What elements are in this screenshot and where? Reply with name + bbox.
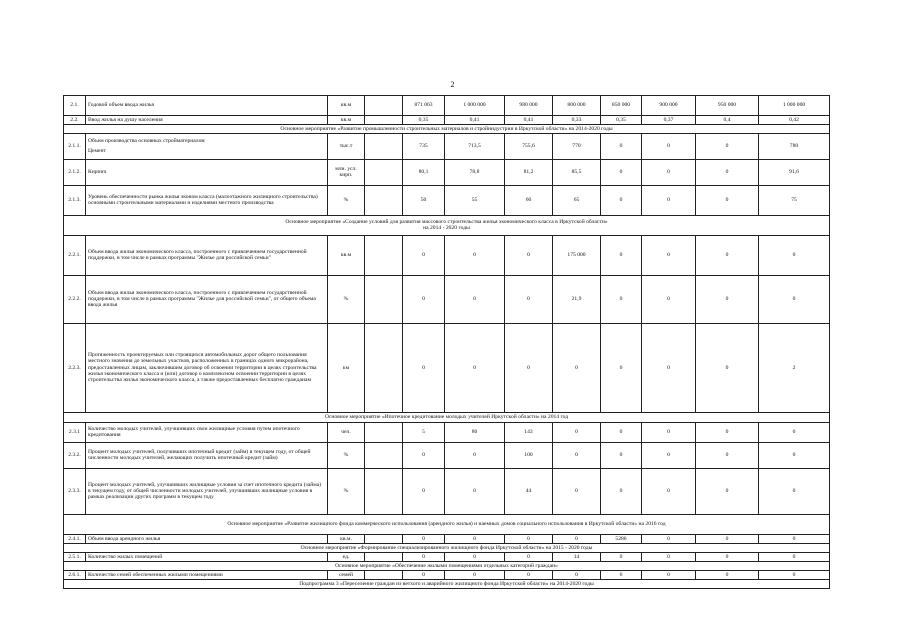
- indicator-name: [86, 468, 328, 514]
- indicator-value: 0: [601, 235, 642, 275]
- indicator-value: 0,37: [642, 115, 696, 124]
- indicator-value: 0: [696, 323, 759, 412]
- indicator-value: 0,42: [759, 115, 830, 124]
- unit-of-measure: тыс.т: [328, 133, 365, 159]
- indicator-value: 0: [759, 275, 830, 323]
- indicator-value: 780: [759, 133, 830, 159]
- indicator-value: 80: [445, 422, 505, 442]
- indicator-value: 0: [696, 275, 759, 323]
- indicator-value: 950 000: [696, 96, 759, 116]
- indicator-value: 2: [759, 323, 830, 412]
- indicator-value: 80,1: [403, 159, 445, 185]
- indicator-value: 44: [505, 468, 553, 514]
- table-row: [64, 275, 830, 323]
- indicator-value: 60: [505, 185, 553, 215]
- indicator-name-text: Процент молодых учителей, получивших ипотечный кредит (займ) в текущем году, от общей численности молодых учителей, желающих получить ипотечный кредит (займ): [88, 449, 311, 462]
- section-heading: [64, 124, 830, 133]
- indicator-value: 0,33: [553, 115, 601, 124]
- indicator-name: [86, 275, 328, 323]
- indicator-value: 0: [759, 235, 830, 275]
- indicator-name: [86, 534, 328, 543]
- table-row: [64, 133, 830, 159]
- indicator-value: 0,35: [601, 115, 642, 124]
- indicator-value: 0: [403, 442, 445, 468]
- table-row: [64, 534, 830, 543]
- section-heading-row: [64, 412, 830, 422]
- indicator-value: 0: [601, 442, 642, 468]
- section-heading-row: [64, 561, 830, 570]
- unit-of-measure: кв.м: [328, 96, 365, 116]
- unit-of-measure: кв.м: [328, 115, 365, 124]
- table-body: [64, 96, 830, 589]
- unit-of-measure: км: [328, 323, 365, 412]
- indicator-value: 0: [642, 133, 696, 159]
- indicator-value: 0: [601, 422, 642, 442]
- row-number: 2.2.: [64, 115, 86, 124]
- indicator-value: 0: [403, 552, 445, 561]
- unit-of-measure: млн. усл. кирп.: [328, 159, 365, 185]
- indicator-name: [86, 115, 328, 124]
- indicator-value: 0: [403, 468, 445, 514]
- indicator-value: 0: [642, 185, 696, 215]
- row-number: 2.1.3.: [64, 185, 86, 215]
- indicator-value: 78,8: [445, 159, 505, 185]
- indicator-value: 0: [445, 442, 505, 468]
- unit-of-measure: %: [328, 185, 365, 215]
- indicator-value: 14: [553, 552, 601, 561]
- indicator-subname: Цемент: [88, 148, 106, 155]
- indicator-name-text: Количество семей обеспеченных жилыми помещениями: [88, 571, 223, 578]
- indicator-value: 6: [601, 570, 642, 579]
- indicator-name-text: Кирпич: [88, 169, 107, 176]
- indicator-value: 21,9: [553, 275, 601, 323]
- row-number: 2.3.1: [64, 422, 86, 442]
- section-heading: [64, 561, 830, 570]
- indicator-value: 143: [505, 422, 553, 442]
- empty-cell: [365, 323, 403, 412]
- indicator-value: 0: [642, 442, 696, 468]
- indicator-value: 0: [505, 323, 553, 412]
- indicator-value: 0: [642, 534, 696, 543]
- indicator-value: 5286: [601, 534, 642, 543]
- indicator-name: [86, 133, 328, 159]
- table-row: [64, 96, 830, 116]
- indicator-name: [86, 323, 328, 412]
- row-number: 2.1.: [64, 96, 86, 116]
- indicator-value: 0: [505, 275, 553, 323]
- indicator-value: 0: [445, 235, 505, 275]
- indicator-value: 0: [553, 422, 601, 442]
- indicator-value: 0: [505, 570, 553, 579]
- indicator-value: 0: [553, 323, 601, 412]
- section-heading-text: Основное мероприятие «Формирование специализированного жилищного фонда Иркутской области» на 2015 - 2020 годы: [300, 544, 593, 551]
- indicator-value: 0: [759, 570, 830, 579]
- empty-cell: [365, 235, 403, 275]
- section-heading: [64, 514, 830, 534]
- indicator-value: 65: [553, 185, 601, 215]
- indicator-name-text: Объем производства основных стройматериалов:: [88, 138, 206, 144]
- indicator-value: 0: [642, 422, 696, 442]
- section-heading-row: [64, 579, 830, 588]
- indicator-name-text: Протяженность проектируемых или строящихся автомобильных дорог общего пользования местного значения до земельных участков, расположенных в границах одного микрорайона, предоставленных лицам, заключившим договор об освоении территории в целях строительства жилья экономического класса и (или) договор о комплексном освоении территории в целях строительства жилья экономического класса, а также предоставленных бесплатно гражданам: [88, 352, 317, 384]
- indicator-value: 0: [445, 552, 505, 561]
- unit-of-measure: %: [328, 442, 365, 468]
- table-row: [64, 159, 830, 185]
- table-row: [64, 422, 830, 442]
- indicator-value: 770: [553, 133, 601, 159]
- indicator-value: 0: [696, 570, 759, 579]
- table-row: [64, 235, 830, 275]
- empty-cell: [365, 552, 403, 561]
- indicator-value: 0: [696, 133, 759, 159]
- empty-cell: [365, 422, 403, 442]
- indicator-name: [86, 570, 328, 579]
- indicator-value: 75: [759, 185, 830, 215]
- row-number: 2.3.3.: [64, 468, 86, 514]
- indicator-value: 735: [403, 133, 445, 159]
- indicator-value: 50: [403, 185, 445, 215]
- row-number: 2.5.1.: [64, 552, 86, 561]
- row-number: 2.4.1.: [64, 534, 86, 543]
- indicator-value: 0: [403, 235, 445, 275]
- indicator-value: 0,41: [505, 115, 553, 124]
- indicator-value: 755,6: [505, 133, 553, 159]
- indicator-value: 0: [553, 534, 601, 543]
- row-number: 2.2.3.: [64, 323, 86, 412]
- indicator-value: 0: [505, 552, 553, 561]
- indicator-name-text: Количество молодых учителей, улучшивших свои жилищные условия путем ипотечного кредитования: [88, 426, 300, 439]
- row-number: 2.6.1.: [64, 570, 86, 579]
- indicator-value: 0: [403, 323, 445, 412]
- indicator-name-text: Уровень обеспеченности рынка жилья эконом класса (малоэтажного жилищного строительства) основными строительными материалами и изделиями местного производства: [88, 194, 318, 207]
- indicator-value: 0: [403, 275, 445, 323]
- indicator-value: 0: [642, 275, 696, 323]
- row-number: 2.3.2.: [64, 442, 86, 468]
- indicator-name: [86, 235, 328, 275]
- section-heading: [64, 543, 830, 552]
- indicator-value: 0: [505, 235, 553, 275]
- section-heading-text: Основное мероприятие «Ипотечное кредитование молодых учителей Иркутской области» на 2014 год: [324, 414, 569, 421]
- empty-cell: [365, 96, 403, 116]
- indicator-value: 0: [445, 570, 505, 579]
- indicator-value: 1 000 000: [759, 96, 830, 116]
- table-row: [64, 570, 830, 579]
- indicator-value: 800 000: [553, 96, 601, 116]
- indicator-value: 0: [601, 133, 642, 159]
- empty-cell: [365, 570, 403, 579]
- indicator-value: 0: [759, 534, 830, 543]
- unit-of-measure: %: [328, 468, 365, 514]
- indicator-value: 0: [601, 468, 642, 514]
- indicator-value: 81,2: [505, 159, 553, 185]
- indicator-value: 0: [445, 275, 505, 323]
- indicator-value: 980 000: [505, 96, 553, 116]
- table-row: [64, 442, 830, 468]
- indicator-name: [86, 552, 328, 561]
- empty-cell: [365, 275, 403, 323]
- section-heading-text: Основное мероприятие «Обеспечение жилыми помещениями отдельных категорий граждан»: [335, 562, 558, 569]
- indicator-value: 0: [505, 534, 553, 543]
- indicator-value: 0: [601, 185, 642, 215]
- unit-of-measure: семей: [328, 570, 365, 579]
- page-number: 2: [450, 80, 455, 89]
- indicator-name-text: Годовой объем ввода жилья: [88, 102, 155, 109]
- unit-of-measure: кв.м: [328, 235, 365, 275]
- empty-cell: [365, 442, 403, 468]
- table-row: [64, 323, 830, 412]
- indicator-value: 0: [403, 570, 445, 579]
- section-heading-text: Подпрограмма 3 «Переселение граждан из ветхого и аварийного жилищного фонда Иркутской области» на 2014-2020 годы: [299, 580, 594, 587]
- section-heading: [64, 412, 830, 422]
- indicator-name: [86, 422, 328, 442]
- indicator-value: 850 000: [601, 96, 642, 116]
- row-number: 2.2.2.: [64, 275, 86, 323]
- section-heading: [64, 215, 830, 235]
- indicator-value: 0,41: [445, 115, 505, 124]
- table-row: [64, 552, 830, 561]
- indicator-value: 0: [696, 235, 759, 275]
- indicator-value: 871 063: [403, 96, 445, 116]
- indicator-value: 0: [445, 323, 505, 412]
- indicator-value: 900 000: [642, 96, 696, 116]
- indicator-value: 175 000: [553, 235, 601, 275]
- indicator-name-text: Объем ввода жилья экономического класса, построенного с привлечением государственной поддержки, в том числе в рамках программы "Жилье для российской семьи", от общего объема ввода жилья: [88, 289, 316, 309]
- table-row: [64, 115, 830, 124]
- indicator-name: [86, 159, 328, 185]
- indicator-value: 5: [403, 422, 445, 442]
- table-row: [64, 468, 830, 514]
- indicator-value: 0: [553, 570, 601, 579]
- indicator-value: 0: [601, 275, 642, 323]
- indicator-value: 6: [601, 323, 642, 412]
- indicator-value: 0: [601, 159, 642, 185]
- section-heading-row: [64, 215, 830, 235]
- section-heading-row: [64, 124, 830, 133]
- row-number: 2.1.2.: [64, 159, 86, 185]
- indicator-name-text: Количество жилых помещений: [88, 553, 163, 560]
- indicator-value: 100: [505, 442, 553, 468]
- empty-cell: [365, 115, 403, 124]
- indicator-value: 0: [642, 552, 696, 561]
- indicator-name-text: Процент молодых учителей, улучшивших жилищные условия за счет ипотечного кредита (займа) в текущем году, от общей численности молодых учителей, улучшивших жилищные условия в рамках реализации других программ в текущем году: [88, 481, 322, 501]
- row-number: 2.1.1.: [64, 133, 86, 159]
- section-heading-text: Основное мероприятие «Развитие промышленности строительных материалов и стройиндустрии в Иркутской области» на 2014-2020 годы: [280, 125, 613, 132]
- indicator-value: 0: [403, 534, 445, 543]
- indicator-value: 85,5: [553, 159, 601, 185]
- indicator-value: 0: [696, 442, 759, 468]
- indicator-value: 0: [642, 570, 696, 579]
- indicator-name-text: Объем ввода жилья экономического класса, построенного с привлечением государственной поддержки, в том числе в рамках программы "Жилье для российской семьи": [88, 249, 307, 262]
- indicator-value: 0,4: [696, 115, 759, 124]
- table-row: [64, 185, 830, 215]
- indicator-value: 0: [642, 323, 696, 412]
- indicator-value: 0: [445, 534, 505, 543]
- indicator-value: 55: [445, 185, 505, 215]
- indicator-name: [86, 442, 328, 468]
- indicator-value: 0: [642, 468, 696, 514]
- empty-cell: [365, 534, 403, 543]
- indicator-value: 0: [696, 159, 759, 185]
- indicator-name-text: Объем ввода арендного жилья: [88, 535, 161, 542]
- empty-cell: [365, 159, 403, 185]
- indicator-value: 0: [696, 468, 759, 514]
- empty-cell: [365, 133, 403, 159]
- indicators-table: [63, 95, 830, 589]
- indicator-value: 0: [553, 468, 601, 514]
- empty-cell: [365, 185, 403, 215]
- section-heading-text: Основное мероприятие «Развитие жилищного фонда коммерческого использования (арендного жилья) и наемных домов социального использования в Иркутской области» на 2016 год: [227, 521, 666, 528]
- unit-of-measure: ед.: [328, 552, 365, 561]
- indicator-value: 0: [642, 235, 696, 275]
- indicator-value: 0: [696, 534, 759, 543]
- indicator-value: 1 000 000: [445, 96, 505, 116]
- empty-cell: [365, 468, 403, 514]
- row-number: 2.2.1.: [64, 235, 86, 275]
- indicator-value: 0: [759, 422, 830, 442]
- section-heading: [64, 579, 830, 588]
- indicator-value: 0: [553, 442, 601, 468]
- section-heading-row: [64, 543, 830, 552]
- indicator-value: 0: [642, 159, 696, 185]
- unit-of-measure: кв.м.: [328, 534, 365, 543]
- indicator-value: 713,5: [445, 133, 505, 159]
- indicator-value: 0: [601, 552, 642, 561]
- section-heading-period: на 2014 - 2020 годы: [423, 225, 470, 232]
- unit-of-measure: чел.: [328, 422, 365, 442]
- indicator-name: [86, 96, 328, 116]
- indicator-value: 0: [445, 468, 505, 514]
- section-heading-text: Основное мероприятие «Создание условий для развития массового строительства жилья экономического класса в Иркутской области»: [285, 219, 608, 225]
- indicator-name: [86, 185, 328, 215]
- indicator-value: 0: [759, 442, 830, 468]
- indicator-name-text: Ввод жилья на душу населения: [88, 116, 163, 123]
- indicator-value: 91,6: [759, 159, 830, 185]
- indicator-value: 0: [696, 185, 759, 215]
- indicator-value: 0: [759, 468, 830, 514]
- indicator-value: 0,35: [403, 115, 445, 124]
- indicator-value: 0: [696, 552, 759, 561]
- indicator-value: 0: [759, 552, 830, 561]
- indicator-value: 0: [696, 422, 759, 442]
- unit-of-measure: %: [328, 275, 365, 323]
- section-heading-row: [64, 514, 830, 534]
